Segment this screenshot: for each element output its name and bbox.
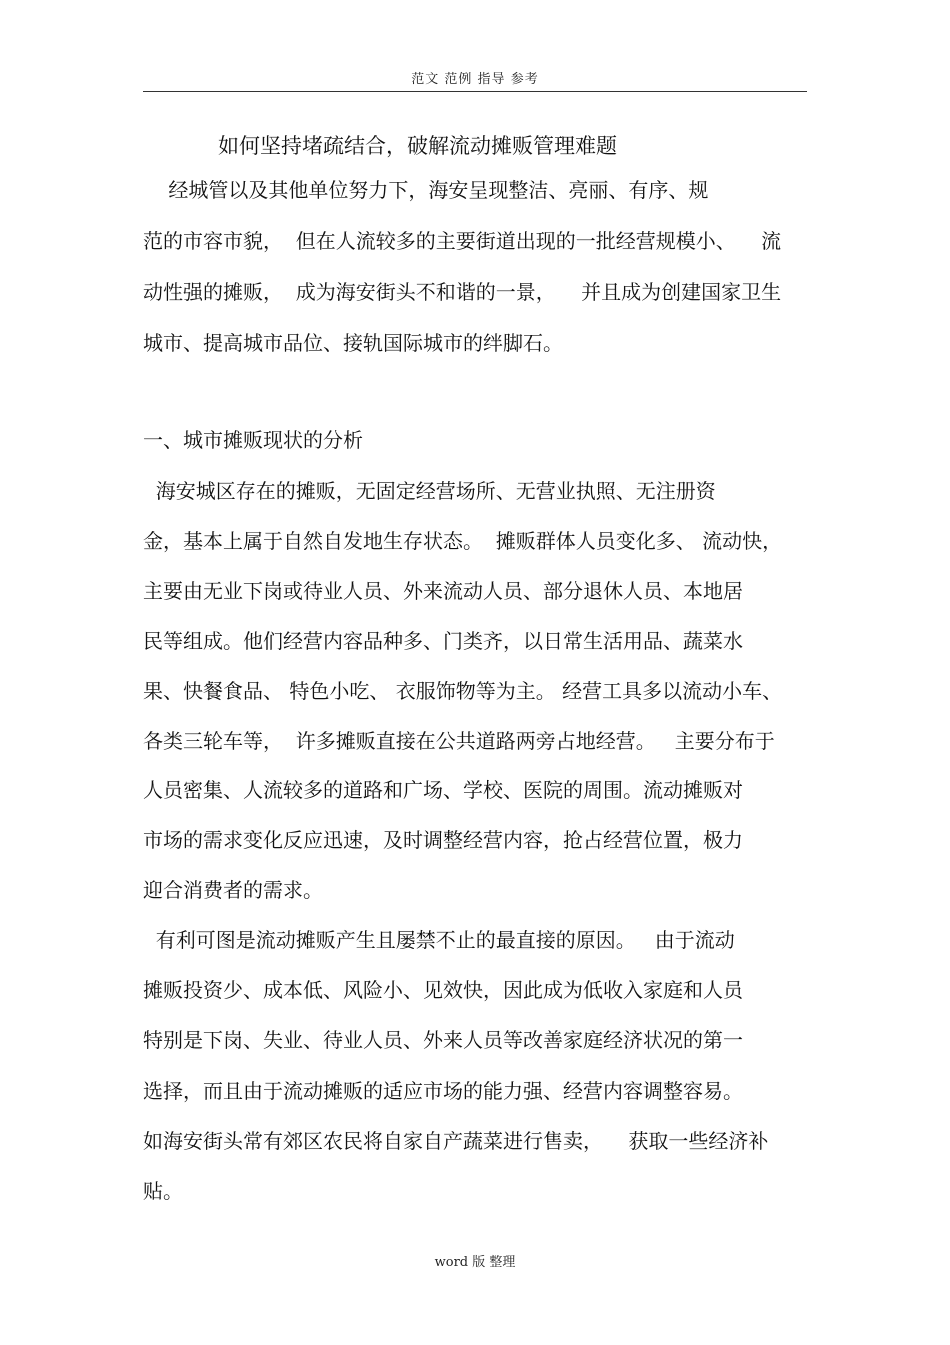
body-line: 主要由无业下岗或待业人员、外来流动人员、部分退休人员、本地居	[143, 579, 743, 603]
body-line: 金，基本上属于自然自发地生存状态。 摊贩群体人员变化多、 流动快，	[143, 529, 783, 553]
body-line: 城市、提高城市品位、接轨国际城市的绊脚石。	[143, 331, 563, 355]
section-heading: 一、城市摊贩现状的分析	[143, 428, 363, 452]
body-line: 范的市容市貌， 但在人流较多的主要街道出现的一批经营规模小、 流	[143, 229, 782, 253]
body-line: 果、快餐食品、 特色小吃、 衣服饰物等为主。 经营工具多以流动小车、	[143, 679, 783, 703]
body-line: 有利可图是流动摊贩产生且屡禁不止的最直接的原因。 由于流动	[143, 928, 735, 952]
body-line: 特别是下岗、失业、待业人员、外来人员等改善家庭经济状况的第一	[143, 1028, 743, 1052]
document-title: 如何坚持堵疏结合，破解流动摊贩管理难题	[218, 134, 617, 158]
body-line: 人员密集、人流较多的道路和广场、学校、医院的周围。流动摊贩对	[143, 778, 743, 802]
page-footer: word 版 整理	[434, 1255, 516, 1270]
body-line: 海安城区存在的摊贩，无固定经营场所、无营业执照、无注册资	[143, 479, 716, 503]
body-line: 动性强的摊贩， 成为海安街头不和谐的一景， 并且成为创建国家卫生	[143, 280, 782, 304]
body-line: 摊贩投资少、成本低、风险小、见效快，因此成为低收入家庭和人员	[143, 978, 743, 1002]
body-line: 市场的需求变化反应迅速，及时调整经营内容，抢占经营位置，极力	[143, 828, 743, 852]
body-line: 迎合消费者的需求。	[143, 878, 323, 902]
body-line: 各类三轮车等， 许多摊贩直接在公共道路两旁占地经营。 主要分布于	[143, 729, 775, 753]
body-line: 如海安街头常有郊区农民将自家自产蔬菜进行售卖， 获取一些经济补	[143, 1129, 769, 1153]
body-line: 贴。	[143, 1179, 183, 1203]
header-rule	[143, 91, 807, 92]
page-header: 范文 范例 指导 参考	[411, 72, 539, 87]
body-line: 选择，而且由于流动摊贩的适应市场的能力强、经营内容调整容易。	[143, 1079, 743, 1103]
body-line: 民等组成。他们经营内容品种多、门类齐，以日常生活用品、蔬菜水	[143, 629, 743, 653]
body-line: 经城管以及其他单位努力下，海安呈现整洁、亮丽、有序、规	[143, 178, 709, 202]
